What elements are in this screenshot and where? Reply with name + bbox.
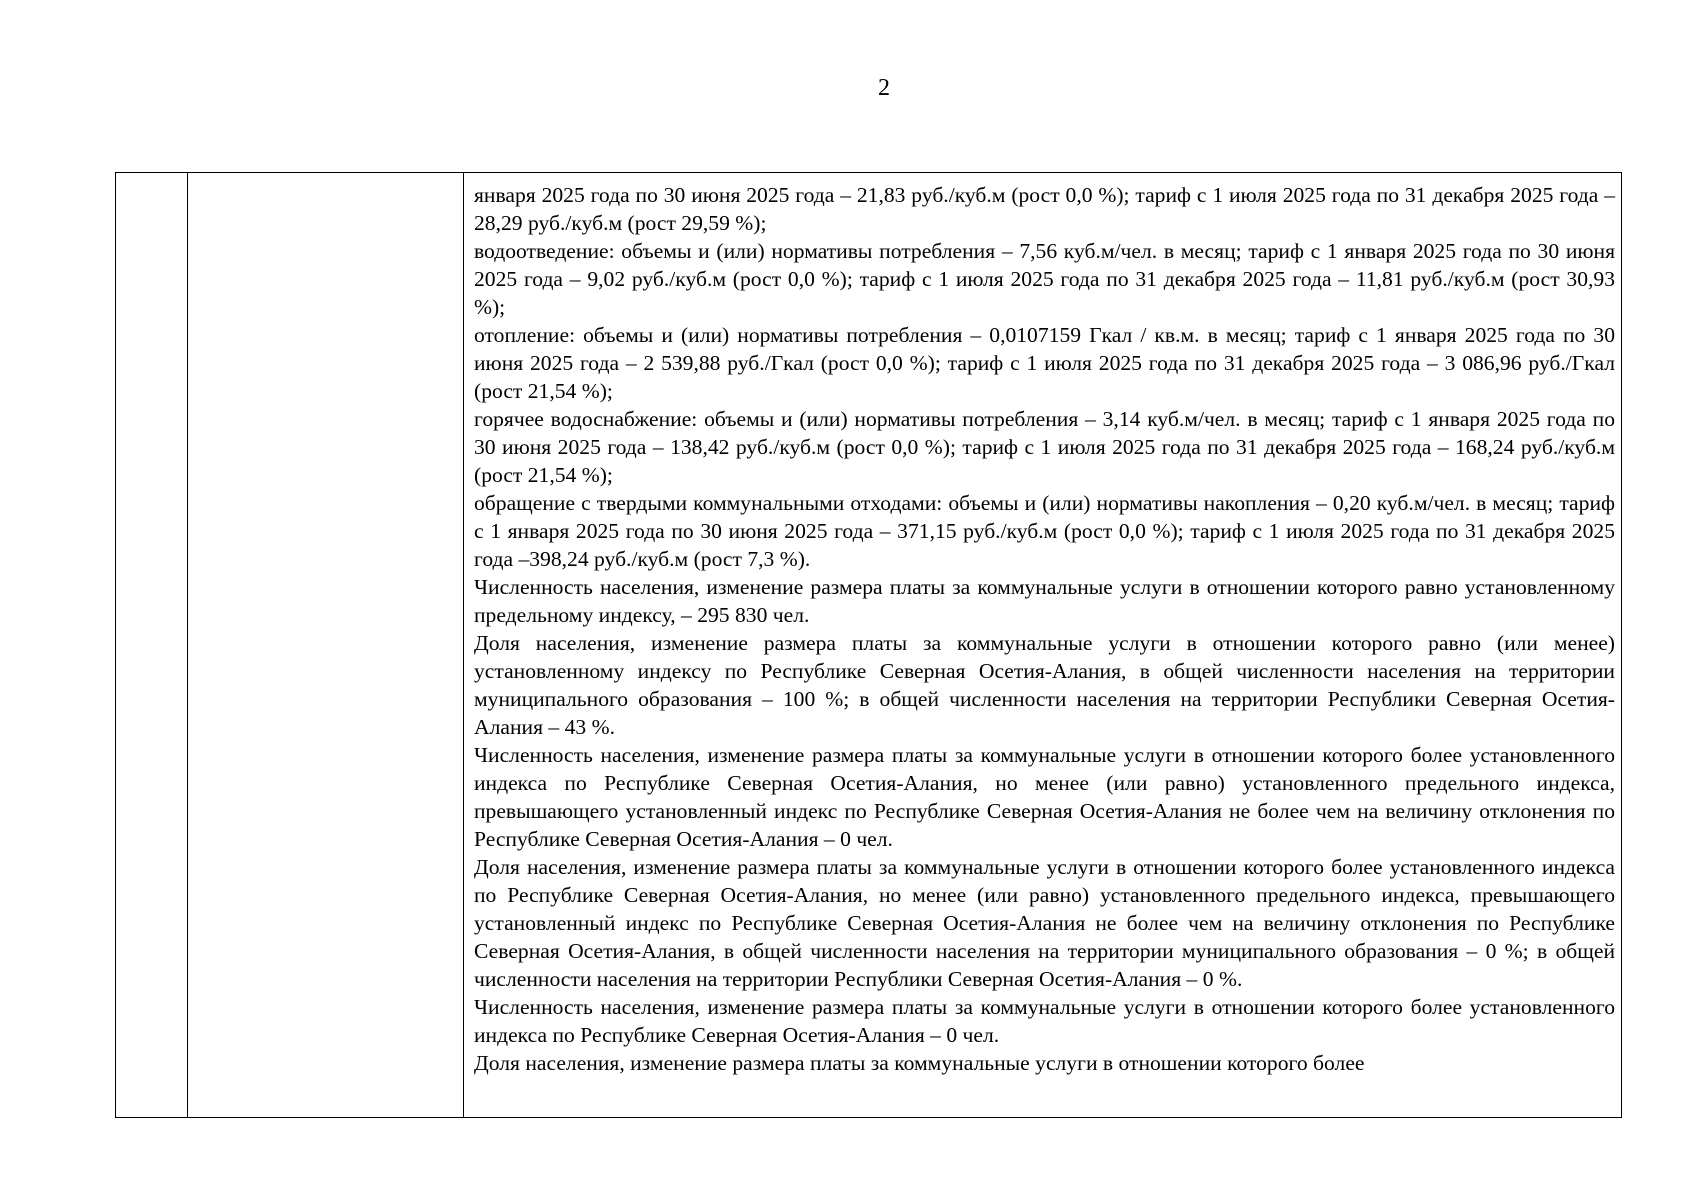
paragraph-heating: отопление: объемы и (или) нормативы потребления – 0,0107159 Гкал / кв.м. в месяц; тариф с 1 января 2025 года по 30 июня 2025 года – 2 539,88 руб./Гкал (рост 0,0 %); тариф с 1 июля 2025 года по 31 декабря 2025 года – 3 086,96 руб./Гкал (рост 21,54 %);: [474, 323, 1615, 403]
paragraph-population-above-index: Численность населения, изменение размера платы за коммунальные услуги в отношении которого более установленного индекса по Республике Северная Осетия-Алания, но менее (или равно) установленного предельного индекса, превышающего установленный индекс по Республике Северная Осетия-Алания не более чем на величину отклонения по Республике Северная Осетия-Алания – 0 чел.: [474, 743, 1615, 851]
table-cell-name: [188, 173, 464, 1118]
paragraph-population-equal-limit: Численность населения, изменение размера платы за коммунальные услуги в отношении которого равно установленному предельному индексу, – 295 830 чел.: [474, 575, 1615, 627]
paragraph-water-supply-tariff: января 2025 года по 30 июня 2025 года – 21,83 руб./куб.м (рост 0,0 %); тариф с 1 июля 2025 года по 31 декабря 2025 года – 28,29 руб./куб.м (рост 29,59 %);: [474, 183, 1615, 235]
table-row: [116, 173, 1622, 1118]
content-table: [115, 172, 1622, 1118]
paragraph-solid-waste: обращение с твердыми коммунальными отходами: объемы и (или) нормативы накопления – 0,20 куб.м/чел. в месяц; тариф с 1 января 2025 года по 30 июня 2025 года – 371,15 руб./куб.м (рост 0,0 %); тариф с 1 июля 2025 года по 31 декабря 2025 года –398,24 руб./куб.м (рост 7,3 %).: [474, 491, 1615, 571]
paragraph-share-above-limit: Доля населения, изменение размера платы за коммунальные услуги в отношении которого более: [474, 1051, 1365, 1075]
paragraph-population-above-limit: Численность населения, изменение размера платы за коммунальные услуги в отношении которого более установленного индекса по Республике Северная Осетия-Алания – 0 чел.: [474, 995, 1615, 1047]
table-cell-number: [116, 173, 188, 1118]
paragraph-share-equal-index: Доля населения, изменение размера платы за коммунальные услуги в отношении которого равно (или менее) установленному индексу по Республике Северная Осетия-Алания, в общей численности населения на территории муниципального образования – 100 %; в общей численности населения на территории Республики Северная Осетия-Алания – 43 %.: [474, 631, 1615, 739]
table-cell-description: [464, 173, 1622, 1118]
paragraph-wastewater: водоотведение: объемы и (или) нормативы потребления – 7,56 куб.м/чел. в месяц; тариф с 1 января 2025 года по 30 июня 2025 года – 9,02 руб./куб.м (рост 0,0 %); тариф с 1 июля 2025 года по 31 декабря 2025 года – 11,81 руб./куб.м (рост 30,93 %);: [474, 239, 1615, 319]
page-number: 2: [878, 75, 890, 101]
paragraph-hot-water: горячее водоснабжение: объемы и (или) нормативы потребления – 3,14 куб.м/чел. в месяц; тариф с 1 января 2025 года по 30 июня 2025 года – 138,42 руб./куб.м (рост 0,0 %); тариф с 1 июля 2025 года по 31 декабря 2025 года – 168,24 руб./куб.м (рост 21,54 %);: [474, 407, 1615, 487]
paragraph-share-above-index: Доля населения, изменение размера платы за коммунальные услуги в отношении которого более установленного индекса по Республике Северная Осетия-Алания, но менее (или равно) установленного предельного индекса, превышающего установленный индекс по Республике Северная Осетия-Алания не более чем на величину отклонения по Республике Северная Осетия-Алания, в общей численности населения на территории муниципального образования – 0 %; в общей численности населения на территории Республики Северная Осетия-Алания – 0 %.: [474, 855, 1615, 991]
